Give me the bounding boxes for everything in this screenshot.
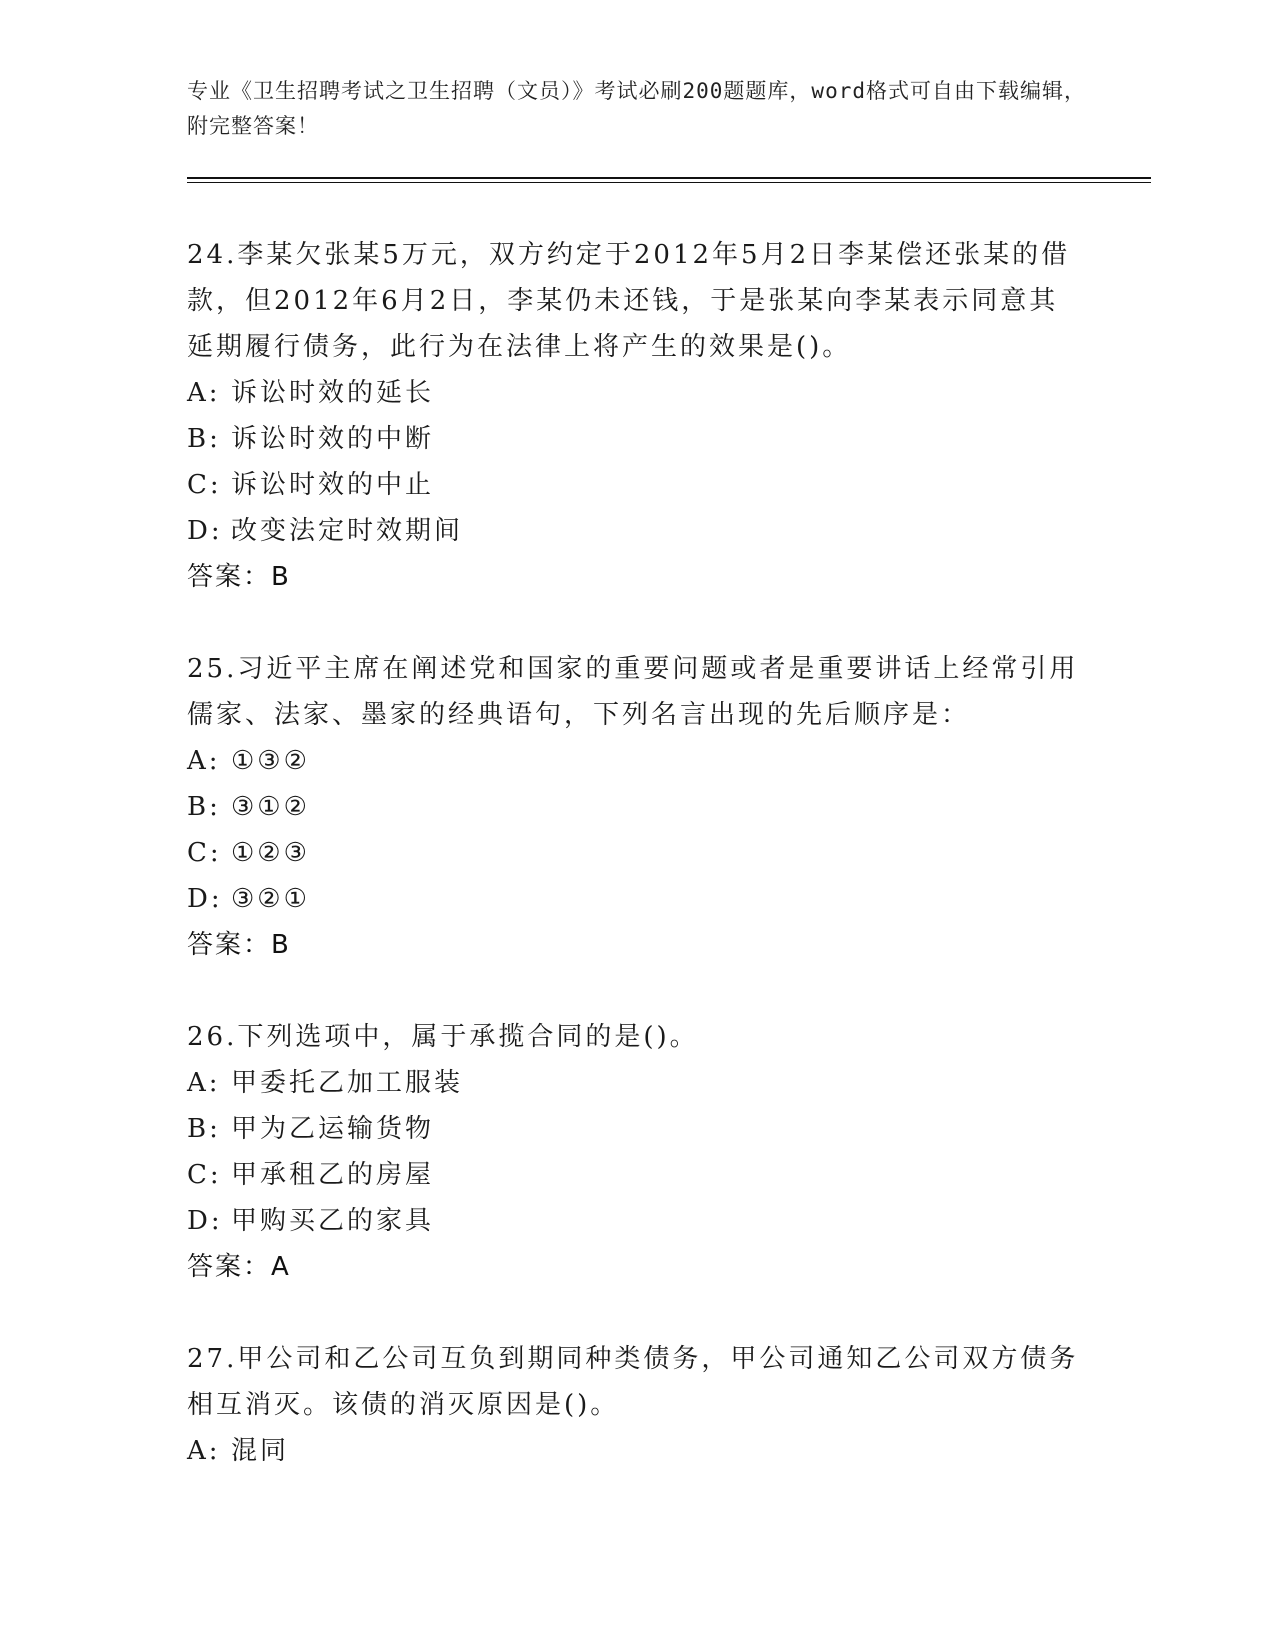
option-b [187,416,1087,462]
option-a [187,738,1087,784]
option-key: A: [187,746,221,776]
question-list [187,232,1087,1520]
option-text: 诉讼时效的延长 [231,378,435,408]
option-a [187,1428,1087,1474]
option-d [187,1198,1087,1244]
option-key: C: [187,838,222,868]
option-text: ①②③ [231,838,310,868]
header-divider-thin [187,182,1151,183]
option-text: ③①② [231,792,310,822]
answer-line: 答案：B [187,930,291,960]
option-key: D: [187,884,223,914]
option-key: B: [187,792,221,822]
question-stem: 27.甲公司和乙公司互负到期同种类债务，甲公司通知乙公司双方债务相互消灭。该债的消灭原因是()。 [187,1344,1079,1420]
option-key: C: [187,1160,222,1190]
option-text: 甲承租乙的房屋 [231,1160,435,1190]
option-a [187,370,1087,416]
document-header: 专业《卫生招聘考试之卫生招聘（文员）》考试必刷200题题库，word格式可自由下载编辑，附完整答案！ [187,79,1086,138]
answer-line: 答案：A [187,1252,291,1282]
option-text: ①③② [231,746,310,776]
option-b [187,784,1087,830]
option-text: 改变法定时效期间 [231,516,464,546]
option-c [187,462,1087,508]
option-key: A: [187,1068,221,1098]
option-a [187,1060,1087,1106]
option-key: B: [187,424,221,454]
option-d [187,876,1087,922]
question-26 [187,1014,1087,1290]
option-key: D: [187,1206,223,1236]
option-b [187,1106,1087,1152]
answer-line: 答案：B [187,562,291,592]
option-c [187,1152,1087,1198]
option-text: 甲委托乙加工服装 [231,1068,464,1098]
option-text: 甲为乙运输货物 [231,1114,435,1144]
option-key: A: [187,378,221,408]
question-27 [187,1336,1087,1474]
question-stem: 24.李某欠张某5万元，双方约定于2012年5月2日李某偿还张某的借款，但2012年6月2日，李某仍未还钱，于是张某向李某表示同意其延期履行债务，此行为在法律上将产生的效果是()。 [187,240,1071,362]
option-key: C: [187,470,222,500]
option-key: D: [187,516,223,546]
option-text: 混同 [231,1436,290,1466]
option-text: 甲购买乙的家具 [231,1206,435,1236]
option-text: ③②① [231,884,310,914]
option-key: A: [187,1436,221,1466]
option-text: 诉讼时效的中断 [231,424,435,454]
question-stem: 25.习近平主席在阐述党和国家的重要问题或者是重要讲话上经常引用儒家、法家、墨家的经典语句，下列名言出现的先后顺序是： [187,654,1079,730]
question-24 [187,232,1087,600]
option-c [187,830,1087,876]
question-stem: 26.下列选项中，属于承揽合同的是()。 [187,1022,699,1052]
option-key: B: [187,1114,221,1144]
option-d [187,508,1087,554]
question-25 [187,646,1087,968]
option-text: 诉讼时效的中止 [231,470,435,500]
header-divider-thick [187,177,1151,179]
